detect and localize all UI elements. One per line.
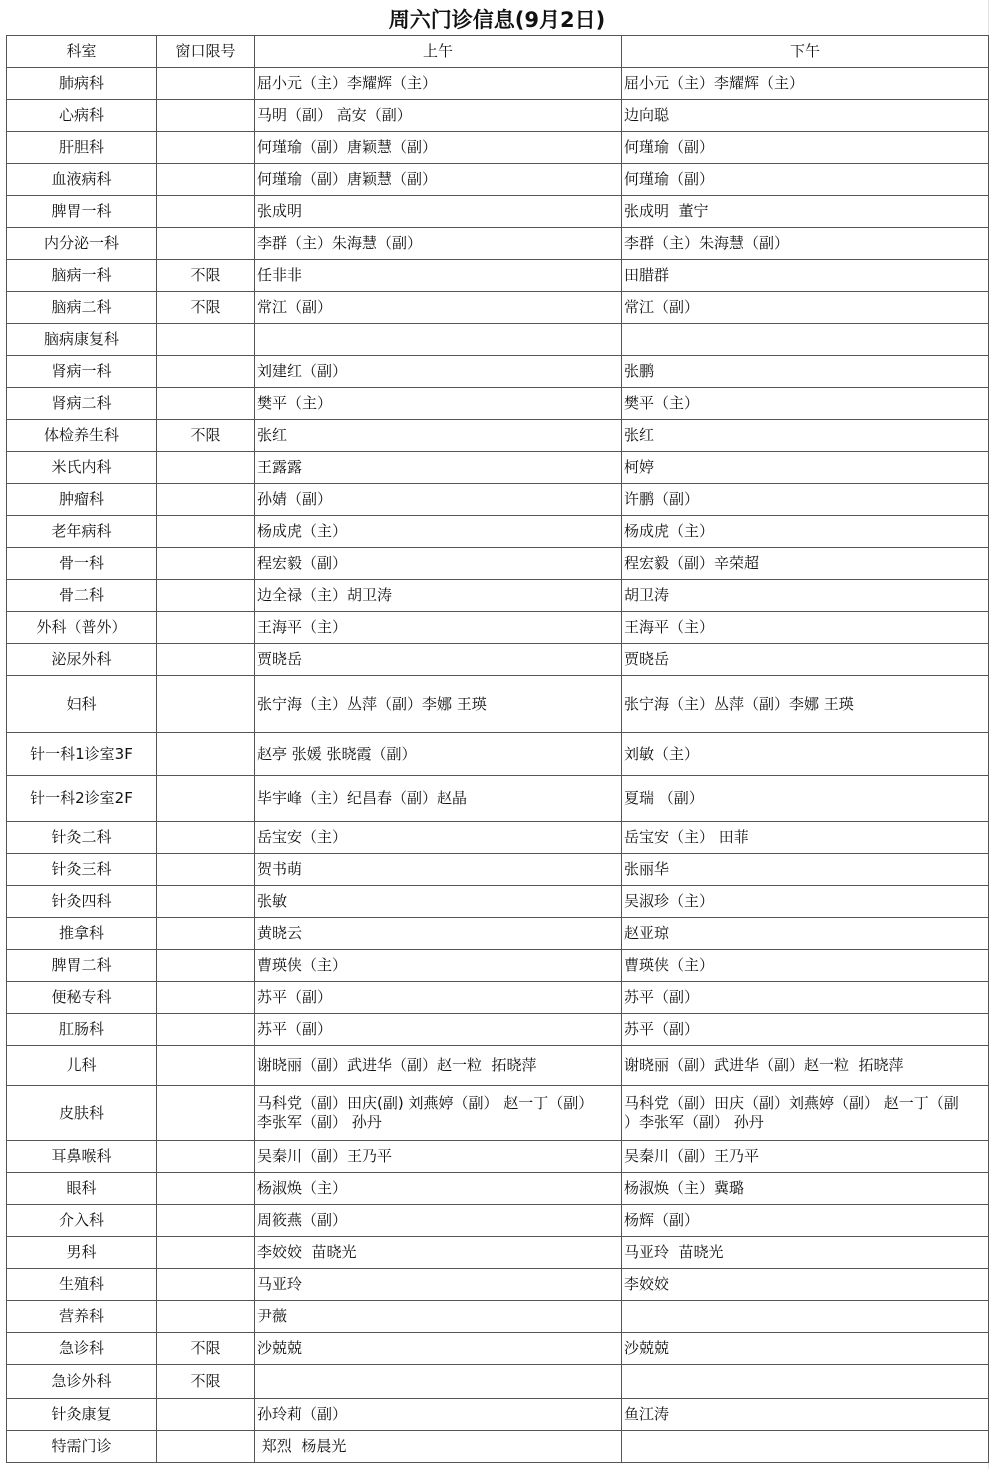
morning-cell: 张敏 (255, 886, 622, 918)
afternoon-cell (622, 1365, 989, 1399)
table-row (7, 324, 989, 356)
window-limit-cell (157, 1269, 255, 1301)
dept-cell: 泌尿外科 (7, 644, 157, 676)
window-limit-cell (157, 612, 255, 644)
table-row (7, 918, 989, 950)
window-limit-cell (157, 918, 255, 950)
window-limit-cell (157, 1431, 255, 1463)
table-row (7, 1269, 989, 1301)
afternoon-cell: 柯婷 (622, 452, 989, 484)
dept-cell: 急诊外科 (7, 1365, 157, 1399)
dept-cell: 针灸三科 (7, 854, 157, 886)
dept-cell: 肿瘤科 (7, 484, 157, 516)
header-afternoon: 下午 (622, 36, 989, 68)
dept-cell: 脑病康复科 (7, 324, 157, 356)
morning-cell: 边全禄（主）胡卫涛 (255, 580, 622, 612)
morning-cell: 李姣姣 苗晓光 (255, 1237, 622, 1269)
afternoon-cell: 谢晓丽（副）武进华（副）赵一粒 拓晓萍 (622, 1046, 989, 1086)
table-row (7, 1205, 989, 1237)
afternoon-cell: 吴秦川（副）王乃平 (622, 1141, 989, 1173)
table-row (7, 1431, 989, 1463)
afternoon-cell: 马亚玲 苗晓光 (622, 1237, 989, 1269)
dept-cell: 米氏内科 (7, 452, 157, 484)
dept-cell: 肺病科 (7, 68, 157, 100)
afternoon-cell: 杨辉（副） (622, 1205, 989, 1237)
window-limit-cell (157, 388, 255, 420)
table-row (7, 854, 989, 886)
dept-cell: 营养科 (7, 1301, 157, 1333)
afternoon-cell: 许鹏（副） (622, 484, 989, 516)
dept-cell: 骨二科 (7, 580, 157, 612)
dept-cell: 皮肤科 (7, 1086, 157, 1141)
window-limit-cell (157, 1046, 255, 1086)
window-limit-cell (157, 1237, 255, 1269)
morning-cell: 程宏毅（副） (255, 548, 622, 580)
table-row (7, 292, 989, 324)
dept-cell: 儿科 (7, 1046, 157, 1086)
morning-cell: 李群（主）朱海慧（副） (255, 228, 622, 260)
afternoon-cell: 常江（副） (622, 292, 989, 324)
afternoon-cell: 田腊群 (622, 260, 989, 292)
window-limit-cell: 不限 (157, 1365, 255, 1399)
morning-cell: 屈小元（主）李耀辉（主） (255, 68, 622, 100)
afternoon-cell: 樊平（主） (622, 388, 989, 420)
table-row (7, 68, 989, 100)
schedule-table (6, 35, 989, 1463)
afternoon-cell: 王海平（主） (622, 612, 989, 644)
table-row (7, 1141, 989, 1173)
afternoon-cell (622, 1301, 989, 1333)
window-limit-cell (157, 854, 255, 886)
morning-cell: 苏平（副） (255, 982, 622, 1014)
afternoon-cell: 胡卫涛 (622, 580, 989, 612)
afternoon-cell: 鱼江涛 (622, 1399, 989, 1431)
dept-cell: 针一科2诊室2F (7, 776, 157, 822)
table-row (7, 132, 989, 164)
morning-cell: 常江（副） (255, 292, 622, 324)
table-row (7, 196, 989, 228)
dept-cell: 便秘专科 (7, 982, 157, 1014)
window-limit-cell (157, 822, 255, 854)
dept-cell: 体检养生科 (7, 420, 157, 452)
afternoon-cell: 边向聪 (622, 100, 989, 132)
dept-cell: 针灸四科 (7, 886, 157, 918)
dept-cell: 男科 (7, 1237, 157, 1269)
morning-cell: 马明（副） 高安（副） (255, 100, 622, 132)
dept-cell: 肾病二科 (7, 388, 157, 420)
window-limit-cell (157, 1014, 255, 1046)
dept-cell: 脾胃二科 (7, 950, 157, 982)
table-row (7, 1014, 989, 1046)
afternoon-cell: 岳宝安（主） 田菲 (622, 822, 989, 854)
table-row (7, 1173, 989, 1205)
dept-cell: 特需门诊 (7, 1431, 157, 1463)
morning-cell (255, 1365, 622, 1399)
morning-cell: 苏平（副） (255, 1014, 622, 1046)
header-row (7, 36, 989, 68)
morning-cell: 孙婧（副） (255, 484, 622, 516)
dept-cell: 耳鼻喉科 (7, 1141, 157, 1173)
table-row (7, 580, 989, 612)
table-row (7, 420, 989, 452)
morning-cell: 张红 (255, 420, 622, 452)
dept-cell: 妇科 (7, 676, 157, 733)
morning-cell: 吴秦川（副）王乃平 (255, 1141, 622, 1173)
window-limit-cell (157, 1301, 255, 1333)
afternoon-cell: 苏平（副） (622, 982, 989, 1014)
morning-cell (255, 324, 622, 356)
table-row (7, 100, 989, 132)
afternoon-cell: 赵亚琼 (622, 918, 989, 950)
table-row (7, 776, 989, 822)
window-limit-cell: 不限 (157, 292, 255, 324)
afternoon-cell: 张成明 董宁 (622, 196, 989, 228)
afternoon-cell: 何瑾瑜（副） (622, 132, 989, 164)
window-limit-cell (157, 228, 255, 260)
table-row (7, 1365, 989, 1399)
header-morning: 上午 (255, 36, 622, 68)
morning-cell: 马科党（副）田庆(副) 刘燕婷（副） 赵一丁（副） 李张军（副） 孙丹 (255, 1086, 622, 1141)
window-limit-cell (157, 356, 255, 388)
table-row (7, 260, 989, 292)
morning-cell: 谢晓丽（副）武进华（副）赵一粒 拓晓萍 (255, 1046, 622, 1086)
afternoon-cell: 马科党（副）田庆（副）刘燕婷（副） 赵一丁（副 ）李张军（副） 孙丹 (622, 1086, 989, 1141)
header-window-limit: 窗口限号 (157, 36, 255, 68)
morning-cell: 刘建红（副） (255, 356, 622, 388)
table-row (7, 1237, 989, 1269)
afternoon-cell: 张红 (622, 420, 989, 452)
table-row (7, 516, 989, 548)
table-row (7, 886, 989, 918)
afternoon-cell: 屈小元（主）李耀辉（主） (622, 68, 989, 100)
dept-cell: 针灸二科 (7, 822, 157, 854)
afternoon-cell: 夏瑞 （副） (622, 776, 989, 822)
dept-cell: 眼科 (7, 1173, 157, 1205)
dept-cell: 脑病一科 (7, 260, 157, 292)
window-limit-cell (157, 164, 255, 196)
morning-cell: 沙兢兢 (255, 1333, 622, 1365)
table-row (7, 228, 989, 260)
window-limit-cell (157, 68, 255, 100)
dept-cell: 血液病科 (7, 164, 157, 196)
window-limit-cell (157, 100, 255, 132)
morning-cell: 张成明 (255, 196, 622, 228)
header-dept: 科室 (7, 36, 157, 68)
afternoon-cell: 杨成虎（主） (622, 516, 989, 548)
morning-cell: 马亚玲 (255, 1269, 622, 1301)
dept-cell: 心病科 (7, 100, 157, 132)
dept-cell: 肛肠科 (7, 1014, 157, 1046)
table-row (7, 982, 989, 1014)
table-row (7, 164, 989, 196)
table-row (7, 733, 989, 776)
table-row (7, 548, 989, 580)
morning-cell: 贺书萌 (255, 854, 622, 886)
table-row (7, 612, 989, 644)
morning-cell: 尹薇 (255, 1301, 622, 1333)
dept-cell: 外科（普外） (7, 612, 157, 644)
afternoon-cell: 张宁海（主）丛萍（副）李娜 王瑛 (622, 676, 989, 733)
dept-cell: 老年病科 (7, 516, 157, 548)
window-limit-cell (157, 484, 255, 516)
afternoon-cell: 沙兢兢 (622, 1333, 989, 1365)
morning-cell: 杨淑焕（主） (255, 1173, 622, 1205)
window-limit-cell (157, 324, 255, 356)
dept-cell: 急诊科 (7, 1333, 157, 1365)
dept-cell: 内分泌一科 (7, 228, 157, 260)
dept-cell: 肾病一科 (7, 356, 157, 388)
table-row (7, 1301, 989, 1333)
window-limit-cell (157, 516, 255, 548)
dept-cell: 脑病二科 (7, 292, 157, 324)
afternoon-cell: 杨淑焕（主）冀璐 (622, 1173, 989, 1205)
table-row (7, 950, 989, 982)
window-limit-cell (157, 1086, 255, 1141)
afternoon-cell: 刘敏（主） (622, 733, 989, 776)
afternoon-cell: 李群（主）朱海慧（副） (622, 228, 989, 260)
window-limit-cell (157, 548, 255, 580)
afternoon-cell: 何瑾瑜（副） (622, 164, 989, 196)
afternoon-cell: 曹瑛侠（主） (622, 950, 989, 982)
morning-cell: 何瑾瑜（副）唐颖慧（副） (255, 164, 622, 196)
morning-cell: 赵亭 张媛 张晓霞（副） (255, 733, 622, 776)
morning-cell: 郑烈 杨晨光 (255, 1431, 622, 1463)
afternoon-cell: 程宏毅（副）辛荣超 (622, 548, 989, 580)
window-limit-cell (157, 644, 255, 676)
window-limit-cell (157, 676, 255, 733)
morning-cell: 贾晓岳 (255, 644, 622, 676)
afternoon-cell: 张鹏 (622, 356, 989, 388)
morning-cell: 毕宇峰（主）纪昌春（副）赵晶 (255, 776, 622, 822)
window-limit-cell (157, 733, 255, 776)
dept-cell: 介入科 (7, 1205, 157, 1237)
window-limit-cell: 不限 (157, 420, 255, 452)
morning-cell: 王海平（主） (255, 612, 622, 644)
morning-cell: 杨成虎（主） (255, 516, 622, 548)
window-limit-cell (157, 776, 255, 822)
table-row (7, 452, 989, 484)
dept-cell: 肝胆科 (7, 132, 157, 164)
dept-cell: 针一科1诊室3F (7, 733, 157, 776)
morning-cell: 王露露 (255, 452, 622, 484)
window-limit-cell (157, 982, 255, 1014)
dept-cell: 脾胃一科 (7, 196, 157, 228)
table-row (7, 644, 989, 676)
dept-cell: 针灸康复 (7, 1399, 157, 1431)
schedule-sheet (6, 2, 988, 1463)
window-limit-cell (157, 1399, 255, 1431)
afternoon-cell (622, 324, 989, 356)
table-row (7, 1086, 989, 1141)
table-row (7, 1046, 989, 1086)
afternoon-cell: 李姣姣 (622, 1269, 989, 1301)
window-limit-cell (157, 1173, 255, 1205)
table-row (7, 1333, 989, 1365)
morning-cell: 岳宝安（主） (255, 822, 622, 854)
morning-cell: 周筱燕（副） (255, 1205, 622, 1237)
morning-cell: 黄晓云 (255, 918, 622, 950)
window-limit-cell (157, 1141, 255, 1173)
table-row (7, 388, 989, 420)
dept-cell: 生殖科 (7, 1269, 157, 1301)
window-limit-cell (157, 132, 255, 164)
morning-cell: 樊平（主） (255, 388, 622, 420)
afternoon-cell: 苏平（副） (622, 1014, 989, 1046)
window-limit-cell (157, 196, 255, 228)
dept-cell: 推拿科 (7, 918, 157, 950)
morning-cell: 张宁海（主）丛萍（副）李娜 王瑛 (255, 676, 622, 733)
window-limit-cell: 不限 (157, 260, 255, 292)
schedule-body (7, 68, 989, 1463)
window-limit-cell (157, 1205, 255, 1237)
morning-cell: 任非非 (255, 260, 622, 292)
afternoon-cell (622, 1431, 989, 1463)
window-limit-cell (157, 950, 255, 982)
window-limit-cell (157, 452, 255, 484)
table-row (7, 822, 989, 854)
page-title: 周六门诊信息(9月2日) (388, 8, 606, 32)
window-limit-cell (157, 580, 255, 612)
table-row (7, 484, 989, 516)
table-row (7, 356, 989, 388)
window-limit-cell: 不限 (157, 1333, 255, 1365)
dept-cell: 骨一科 (7, 548, 157, 580)
window-limit-cell (157, 886, 255, 918)
afternoon-cell: 张丽华 (622, 854, 989, 886)
table-row (7, 676, 989, 733)
afternoon-cell: 贾晓岳 (622, 644, 989, 676)
afternoon-cell: 吴淑珍（主） (622, 886, 989, 918)
table-row (7, 1399, 989, 1431)
morning-cell: 何瑾瑜（副）唐颖慧（副） (255, 132, 622, 164)
morning-cell: 孙玲莉（副） (255, 1399, 622, 1431)
morning-cell: 曹瑛侠（主） (255, 950, 622, 982)
